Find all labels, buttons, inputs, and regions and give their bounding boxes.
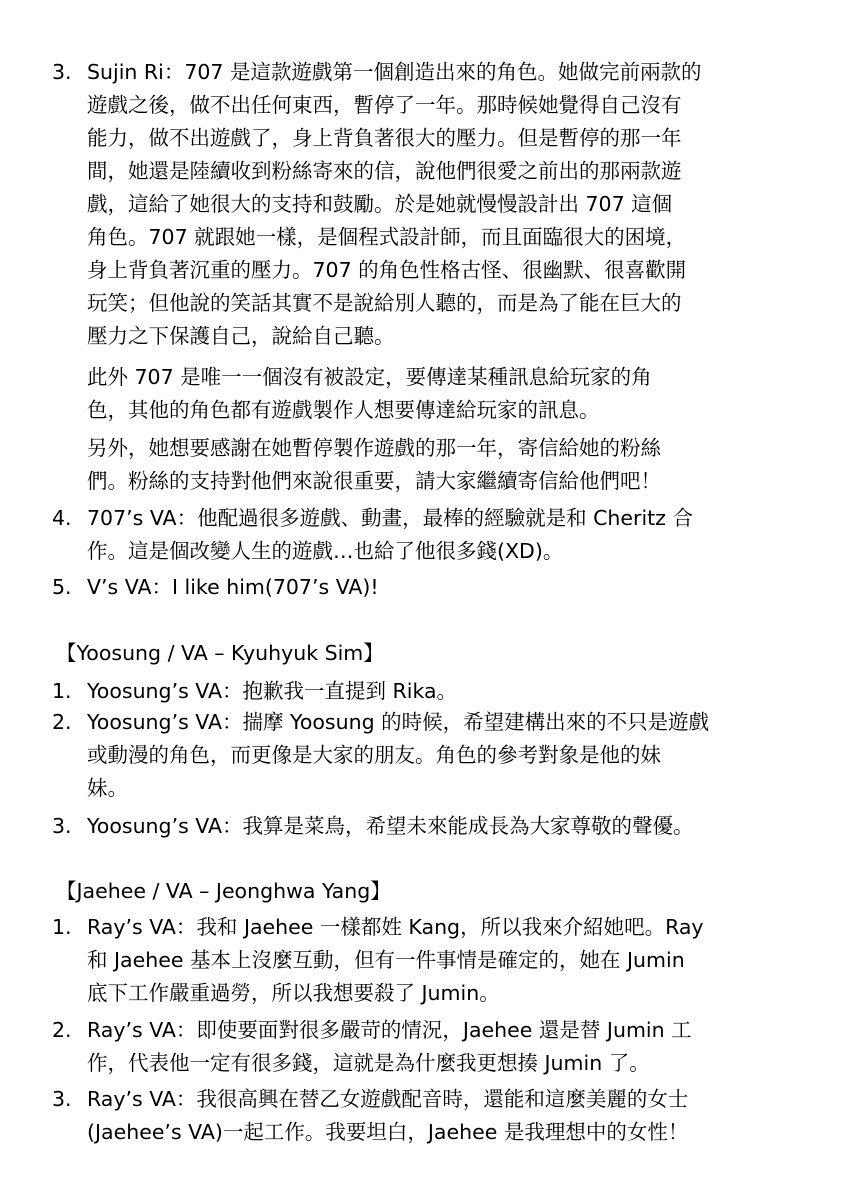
item-3-line: 色，其他的角色都有遊戲製作人想要傳達給玩家的訊息。 <box>87 398 600 422</box>
item-3-number: 3. <box>52 60 72 84</box>
item-5-number: 5. <box>52 575 72 599</box>
yoosung-item-1-number: 1. <box>52 679 72 703</box>
item-3-line: 角色。707 就跟她一樣，是個程式設計師，而且面臨很大的困境， <box>87 225 687 249</box>
yoosung-item-2-number: 2. <box>52 710 72 734</box>
item-3-line: 能力，做不出遊戲了，身上背負著很大的壓力。但是暫停的那一年 <box>87 126 682 150</box>
item-3-line: 們。粉絲的支持對他們來說很重要，請大家繼續寄信給他們吧！ <box>87 469 661 493</box>
jaehee-item-1-line: 和 Jaehee 基本上沒麼互動，但有一件事情是確定的，她在 Jumin <box>87 948 685 972</box>
jaehee-item-1-line: Ray’s VA：我和 Jaehee 一樣都姓 Kang，所以我來介紹她吧。Ray <box>87 915 704 939</box>
item-3-line: 戲，這給了她很大的支持和鼓勵。於是她就慢慢設計出 707 這個 <box>87 192 673 216</box>
section-heading-jaehee: 【Jaehee / VA – Jeonghwa Yang】 <box>56 879 391 903</box>
item-4-number: 4. <box>52 506 72 530</box>
jaehee-item-3-line: Ray’s VA：我很高興在替乙女遊戲配音時，還能和這麼美麗的女士 <box>87 1087 689 1111</box>
item-3-line: Sujin Ri：707 是這款遊戲第一個創造出來的角色。她做完前兩款的 <box>87 60 702 84</box>
yoosung-item-1-line: Yoosung’s VA：抱歉我一直提到 Rika。 <box>87 679 458 703</box>
jaehee-item-3-line: (Jaehee’s VA)一起工作。我要坦白，Jaehee 是我理想中的女性！ <box>87 1120 689 1144</box>
yoosung-item-2-line: 妹。 <box>87 776 128 800</box>
yoosung-item-2-line: 或動漫的角色，而更像是大家的朋友。角色的參考對象是他的妹 <box>87 743 661 767</box>
item-5-line: V’s VA：I like him(707’s VA)! <box>87 575 379 599</box>
item-3-line: 身上背負著沉重的壓力。707 的角色性格古怪、很幽默、很喜歡開 <box>87 258 687 282</box>
item-3-line: 遊戲之後，做不出任何東西，暫停了一年。那時候她覺得自己沒有 <box>87 93 682 117</box>
section-heading-yoosung: 【Yoosung / VA – Kyuhyuk Sim】 <box>56 641 384 665</box>
yoosung-item-3-number: 3. <box>52 814 72 838</box>
item-3-line: 玩笑；但他說的笑話其實不是說給別人聽的，而是為了能在巨大的 <box>87 291 682 315</box>
jaehee-item-3-number: 3. <box>52 1087 72 1111</box>
item-3-line: 壓力之下保護自己，說給自己聽。 <box>87 324 395 348</box>
item-3-line: 此外 707 是唯一一個沒有被設定，要傳達某種訊息給玩家的角 <box>87 365 652 389</box>
item-3-line: 間，她還是陸續收到粉絲寄來的信，說他們很愛之前出的那兩款遊 <box>87 159 682 183</box>
yoosung-item-2-line: Yoosung’s VA：揣摩 Yoosung 的時候，希望建構出來的不只是遊戲 <box>87 710 710 734</box>
item-4-line: 作。這是個改變人生的遊戲…也給了他很多錢(XD)。 <box>87 539 564 563</box>
jaehee-item-2-line: 作，代表他一定有很多錢，這就是為什麼我更想揍 Jumin 了。 <box>87 1051 650 1075</box>
jaehee-item-2-number: 2. <box>52 1018 72 1042</box>
jaehee-item-1-number: 1. <box>52 915 72 939</box>
item-4-line: 707’s VA：他配過很多遊戲、動畫，最棒的經驗就是和 Cheritz 合 <box>87 506 693 530</box>
item-3-line: 另外，她想要感謝在她暫停製作遊戲的那一年，寄信給她的粉絲 <box>87 436 661 460</box>
jaehee-item-1-line: 底下工作嚴重過勞，所以我想要殺了 Jumin。 <box>87 981 500 1005</box>
jaehee-item-2-line: Ray’s VA：即使要面對很多嚴苛的情況，Jaehee 還是替 Jumin 工 <box>87 1018 692 1042</box>
yoosung-item-3-line: Yoosung’s VA：我算是菜鳥，希望未來能成長為大家尊敬的聲優。 <box>87 814 694 838</box>
